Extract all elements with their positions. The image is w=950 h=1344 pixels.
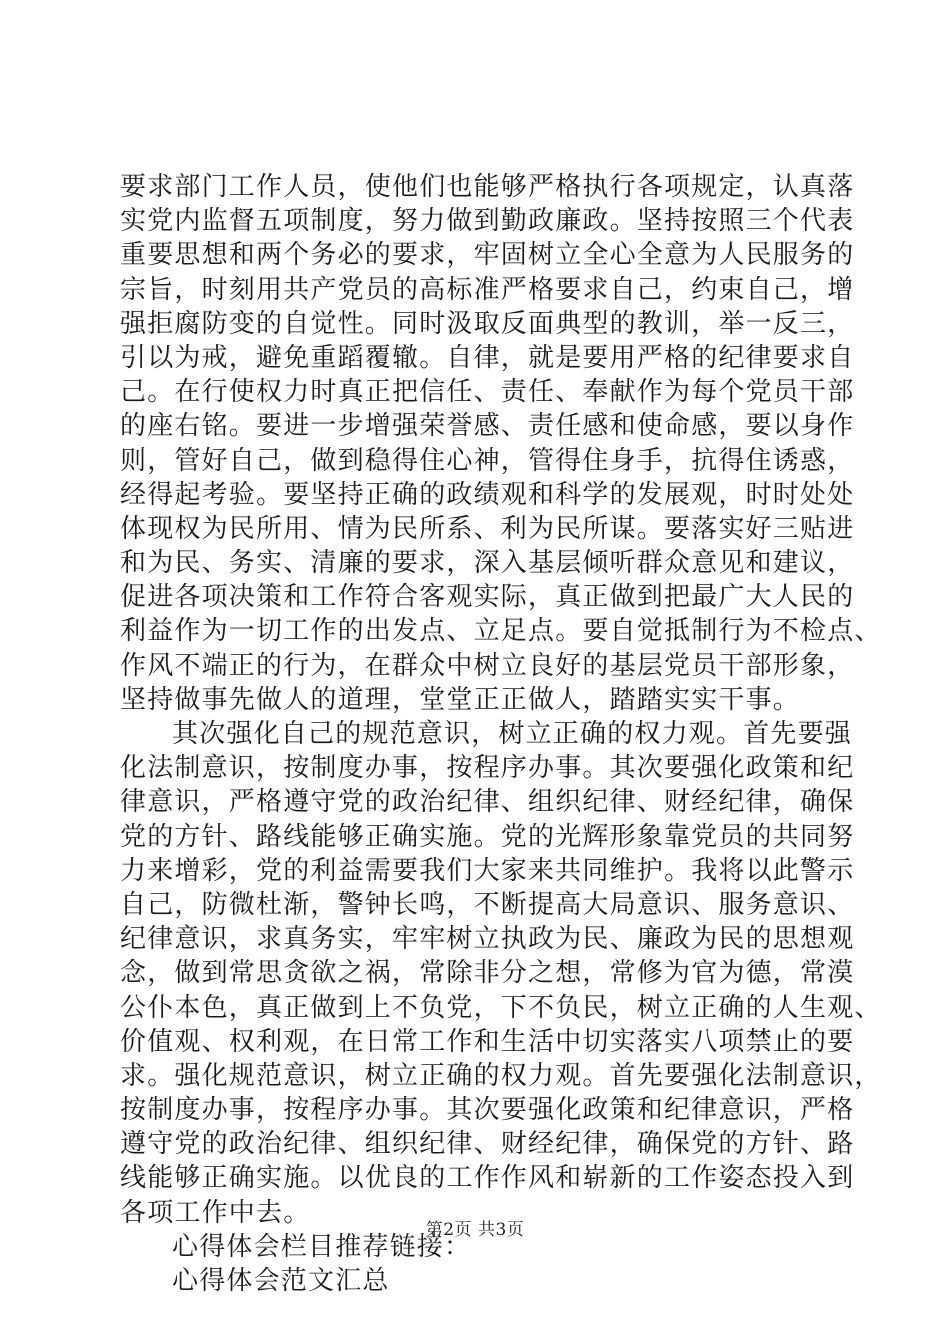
recommend-links-heading: 心得体会栏目推荐链接：	[172, 1231, 472, 1262]
text-line: 引以为戒，避免重蹈覆辙。自律，就是要用严格的纪律要求自	[120, 342, 855, 373]
text-line: 宗旨，时刻用共产党员的高标准严格要求自己，约束自己，增	[120, 274, 855, 305]
text-line: 念，做到常思贪欲之祸，常除非分之想，常修为官为德，常漠	[120, 958, 855, 989]
text-line: 各项工作中去。	[120, 1197, 311, 1228]
page-number-footer: 第2页 共3页	[425, 1220, 525, 1240]
text-line: 公仆本色，真正做到上不负党，下不负民，树立正确的人生观、	[120, 992, 882, 1023]
paragraph-start-line: 其次强化自己的规范意识，树立正确的权力观。首先要强	[172, 719, 853, 749]
text-line: 律意识，严格遵守党的政治纪律、组织纪律、财经纪律，确保	[120, 787, 855, 818]
text-line: 按制度办事，按程序办事。其次要强化政策和纪律意识，严格	[120, 1095, 855, 1126]
text-line: 自己，防微杜渐，警钟长鸣，不断提高大局意识、服务意识、	[120, 889, 855, 920]
text-line: 利益作为一切工作的出发点、立足点。要自觉抵制行为不检点、	[120, 616, 882, 647]
text-line: 重要思想和两个务必的要求，牢固树立全心全意为人民服务的	[120, 240, 855, 271]
recommend-link[interactable]: 心得体会范文汇总	[172, 1266, 390, 1296]
text-line: 价值观、权利观，在日常工作和生活中切实落实八项禁止的要	[120, 1026, 855, 1057]
text-line: 实党内监督五项制度，努力做到勤政廉政。坚持按照三个代表	[120, 206, 855, 237]
text-line: 己。在行使权力时真正把信任、责任、奉献作为每个党员干部	[120, 377, 855, 408]
text-line: 强拒腐防变的自觉性。同时汲取反面典型的教训，举一反三，	[120, 308, 855, 339]
text-line: 化法制意识，按制度办事，按程序办事。其次要强化政策和纪	[120, 753, 855, 784]
text-line: 纪律意识，求真务实，牢牢树立执政为民、廉政为民的思想观	[120, 924, 855, 955]
text-line: 促进各项决策和工作符合客观实际，真正做到把最广大人民的	[120, 582, 855, 613]
text-line: 要求部门工作人员，使他们也能够严格执行各项规定，认真落	[120, 172, 855, 202]
text-line: 力来增彩，党的利益需要我们大家来共同维护。我将以此警示	[120, 855, 855, 886]
text-line: 坚持做事先做人的道理，堂堂正正做人，踏踏实实干事。	[120, 684, 801, 715]
text-line: 经得起考验。要坚持正确的政绩观和科学的发展观，时时处处	[120, 479, 855, 510]
text-line: 则，管好自己，做到稳得住心神，管得住身手，抗得住诱惑，	[120, 445, 855, 476]
text-line: 作风不端正的行为，在群众中树立良好的基层党员干部形象，	[120, 650, 855, 681]
text-line: 线能够正确实施。以优良的工作作风和崭新的工作姿态投入到	[120, 1163, 855, 1194]
body-text	[120, 170, 882, 1298]
text-line: 党的方针、路线能够正确实施。党的光辉形象靠党员的共同努	[120, 821, 855, 852]
text-line: 遵守党的政治纪律、组织纪律、财经纪律，确保党的方针、路	[120, 1129, 855, 1160]
text-line: 求。强化规范意识，树立正确的权力观。首先要强化法制意识，	[120, 1060, 882, 1091]
text-line: 和为民、务实、清廉的要求，深入基层倾听群众意见和建议，	[120, 548, 855, 579]
text-line: 体现权为民所用、情为民所系、利为民所谋。要落实好三贴进	[120, 513, 855, 544]
text-line: 的座右铭。要进一步增强荣誉感、责任感和使命感，要以身作	[120, 411, 855, 442]
